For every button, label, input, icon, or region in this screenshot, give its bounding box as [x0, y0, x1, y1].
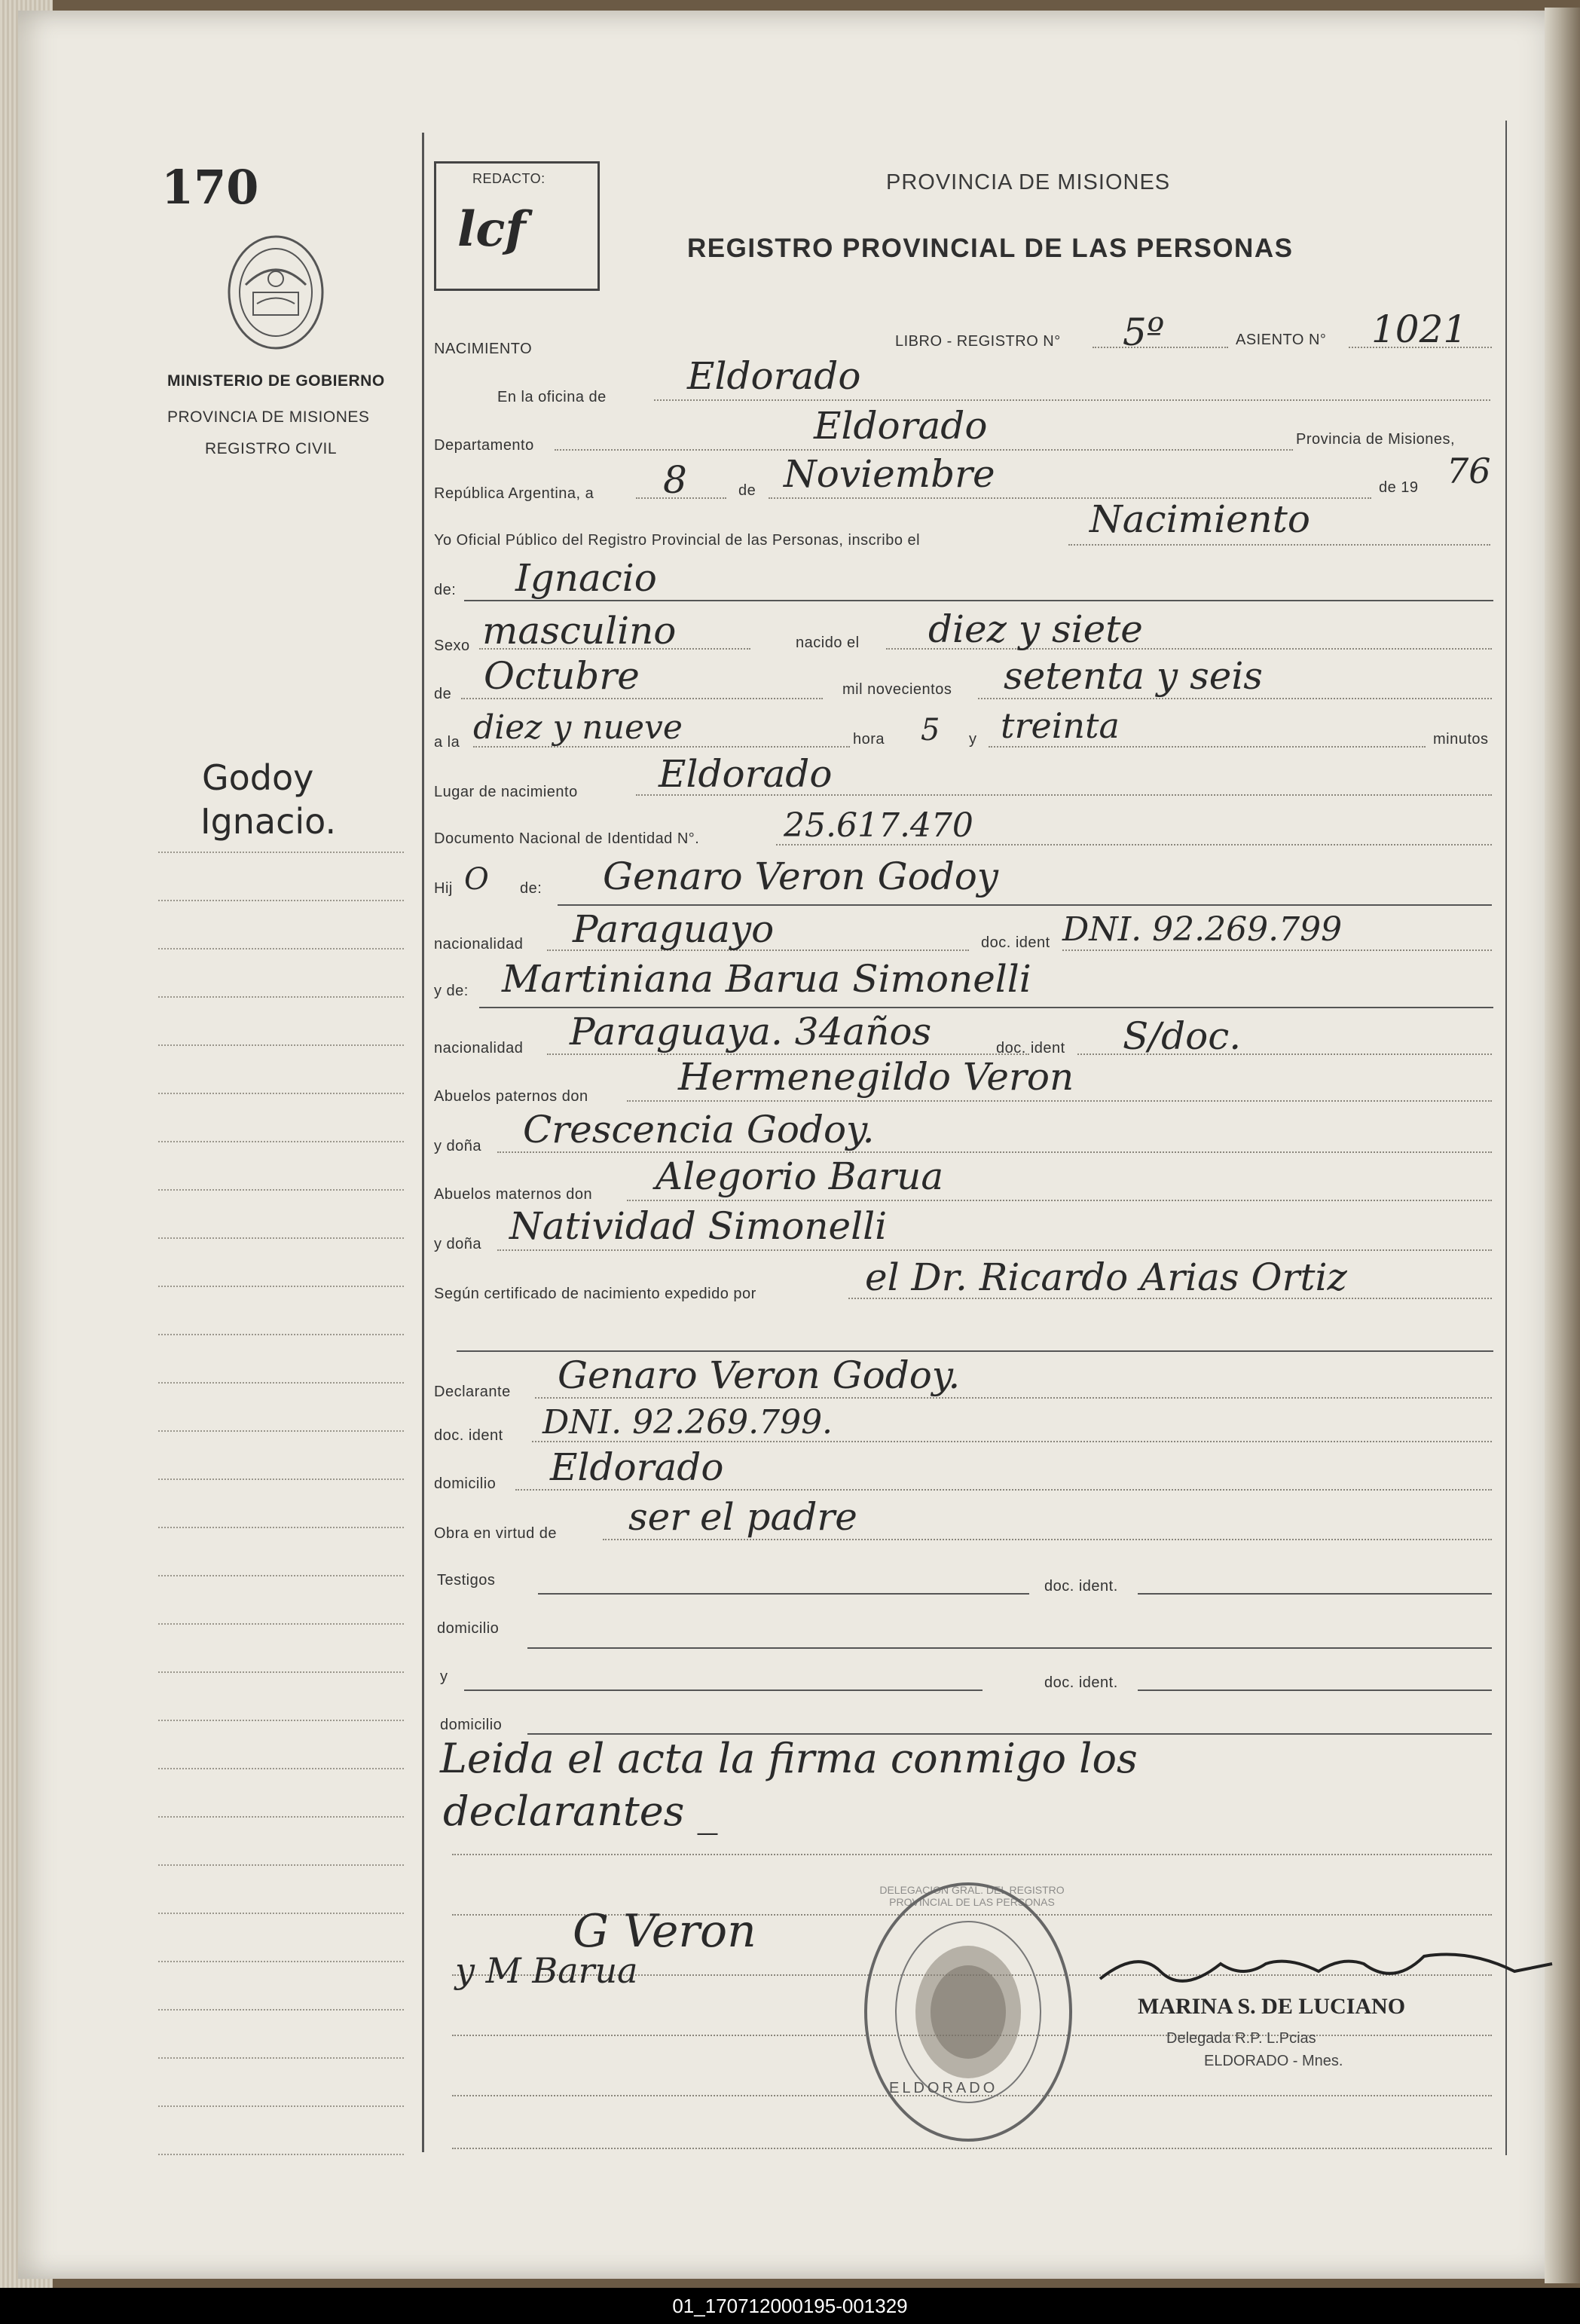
hora-value: diez y nueve — [473, 708, 683, 747]
form-left-border — [422, 133, 424, 2152]
form-right-border — [1505, 121, 1507, 2155]
margin-line — [158, 1527, 404, 1528]
header-province: PROVINCIA DE MISIONES — [886, 170, 1171, 194]
margin-line — [158, 1189, 404, 1191]
margin-line — [158, 1430, 404, 1432]
obra-label: Obra en virtud de — [434, 1525, 558, 1542]
page-number: 170 — [161, 160, 259, 215]
declarante-value: Genaro Veron Godoy. — [558, 1353, 961, 1397]
ab-mat2-value: Natividad Simonelli — [509, 1204, 888, 1248]
dia-value: 8 — [663, 458, 687, 502]
mil-label: mil novecientos — [842, 681, 952, 698]
coat-of-arms-icon — [223, 232, 329, 353]
libro-value: 5º — [1123, 310, 1165, 354]
provincia-label: Provincia de Misiones, — [1296, 431, 1456, 448]
ala-label: a la — [434, 734, 460, 751]
signature-father: G Veron — [573, 1905, 756, 1958]
margin-line — [158, 1816, 404, 1818]
official-stamp — [859, 1876, 1077, 2148]
margin-line — [158, 2154, 404, 2155]
y-label: y — [969, 731, 977, 748]
margin-note-name: Ignacio. — [200, 801, 337, 842]
margin-line — [158, 1286, 404, 1287]
declarante-label: Declarante — [434, 1384, 511, 1400]
republica-label: República Argentina, a — [434, 485, 594, 502]
minutos-label: minutos — [1433, 731, 1489, 748]
test-dom2-label: domicilio — [440, 1717, 503, 1733]
minutos-value: treinta — [1001, 705, 1120, 746]
official-place: ELDORADO - Mnes. — [1204, 2053, 1343, 2069]
ab-mat-ydona-label: y doña — [434, 1236, 482, 1252]
sexo-value: masculino — [482, 609, 677, 653]
test-dom-label: domicilio — [437, 1620, 500, 1637]
record-type-label: NACIMIENTO — [434, 341, 533, 357]
certif-label: Según certificado de nacimiento expedido por — [434, 1286, 756, 1302]
redacto-initials: lcf — [457, 201, 526, 258]
padre-value: Genaro Veron Godoy — [603, 855, 999, 898]
madre-nac-value: Paraguaya. 34años — [570, 1010, 932, 1053]
mes-value: Noviembre — [784, 452, 995, 496]
nacido-value: diez y siete — [928, 607, 1143, 651]
padre-nac-label: nacionalidad — [434, 936, 524, 953]
dni-value: 25.617.470 — [784, 806, 973, 845]
mes-nac-value: Octubre — [484, 654, 640, 698]
hijo-de-label: de: — [520, 880, 542, 897]
footer-id: 01_170712000195-001329 — [0, 2288, 1580, 2324]
header-registry: REGISTRO PROVINCIAL DE LAS PERSONAS — [687, 234, 1294, 263]
decl-doc-label: doc. ident — [434, 1427, 503, 1444]
anio-label: de 19 — [1379, 479, 1419, 496]
hijo-suffix: O — [464, 862, 489, 897]
certif-value: el Dr. Ricardo Arias Ortiz — [865, 1255, 1347, 1299]
redacto-label: REDACTO: — [472, 171, 546, 186]
official-name: MARINA S. DE LUCIANO — [1138, 1994, 1406, 2019]
hora-num-value: 5 — [921, 713, 940, 748]
padre-nac-value: Paraguayo — [573, 907, 775, 951]
margin-line — [158, 1478, 404, 1480]
oficial-label: Yo Oficial Público del Registro Provincial de las Personas, inscribo el — [434, 532, 921, 549]
margin-line — [158, 948, 404, 949]
departamento-value: Eldorado — [814, 404, 988, 448]
margin-line — [158, 2057, 404, 2059]
ab-mat-value: Alegorio Barua — [656, 1154, 944, 1198]
signature-mother: y M Barua — [455, 1950, 638, 1991]
oficina-label: En la oficina de — [497, 389, 607, 405]
test-doc-label: doc. ident. — [1044, 1578, 1118, 1595]
ab-pat2-value: Crescencia Godoy. — [523, 1108, 875, 1151]
nombre-de-label: de: — [434, 582, 457, 598]
nota-line1: Leida el acta la firma conmigo los — [440, 1735, 1138, 1782]
margin-line — [158, 2105, 404, 2107]
madre-value: Martiniana Barua Simonelli — [502, 957, 1031, 1001]
madre-doc-value: S/doc. — [1123, 1014, 1242, 1058]
margin-line — [158, 1671, 404, 1673]
test-doc2-label: doc. ident. — [1044, 1674, 1118, 1691]
lugar-label: Lugar de nacimiento — [434, 784, 578, 800]
lugar-value: Eldorado — [659, 752, 833, 796]
margin-line — [158, 1720, 404, 1721]
margin-note-surname: Godoy — [202, 757, 314, 798]
ab-pat-label: Abuelos paternos don — [434, 1088, 588, 1105]
margin-line — [158, 900, 404, 901]
domicilio-value: Eldorado — [550, 1445, 724, 1489]
margin-line — [158, 1044, 404, 1046]
oficina-value: Eldorado — [687, 354, 861, 398]
margin-line — [158, 1382, 404, 1384]
margin-line — [158, 2009, 404, 2011]
departamento-label: Departamento — [434, 437, 534, 454]
margin-line — [158, 852, 404, 853]
official-title: Delegada R.P. L.Pcias — [1166, 2030, 1316, 2047]
margin-line — [158, 1768, 404, 1769]
margin-line — [158, 1093, 404, 1094]
official-signature-icon — [1093, 1941, 1560, 1994]
ministry-province: PROVINCIA DE MISIONES — [167, 408, 370, 426]
margin-line — [158, 1961, 404, 1962]
margin-line — [158, 1334, 404, 1335]
sexo-label: Sexo — [434, 638, 470, 654]
domicilio-label: domicilio — [434, 1475, 497, 1492]
nombre-value: Ignacio — [515, 556, 657, 600]
redacto-box — [434, 161, 600, 291]
testigos-label: Testigos — [437, 1572, 496, 1589]
ministry-title: MINISTERIO DE GOBIERNO — [167, 372, 385, 390]
stamp-text: DELEGACION GRAL. DEL REGISTRO PROVINCIAL DE LAS PERSONAS — [879, 1884, 1065, 1908]
margin-line — [158, 1623, 404, 1625]
padre-docident-label: doc. ident — [981, 934, 1050, 951]
margin-line — [158, 1864, 404, 1866]
hijo-label: Hij — [434, 880, 453, 897]
hora-label: hora — [853, 731, 885, 748]
margin-line — [158, 1237, 404, 1239]
test2-y-label: y — [440, 1668, 448, 1685]
oficial-value: Nacimiento — [1089, 497, 1310, 541]
madre-nac-label: nacionalidad — [434, 1040, 524, 1057]
mes-nac-de-label: de — [434, 686, 452, 702]
stamp-city: ELDORADO — [889, 2080, 998, 2096]
ministry-registry: REGISTRO CIVIL — [205, 440, 338, 457]
asiento-label: ASIENTO N° — [1236, 332, 1327, 348]
padre-doc-value: DNI. 92.269.799 — [1062, 910, 1343, 949]
libro-label: LIBRO - REGISTRO N° — [895, 333, 1061, 350]
ab-pat-value: Hermenegildo Veron — [678, 1055, 1074, 1099]
anio-value: 76 — [1447, 451, 1491, 491]
margin-line — [158, 1913, 404, 1914]
madre-yde-label: y de: — [434, 983, 469, 999]
decl-doc-value: DNI. 92.269.799. — [542, 1403, 833, 1442]
margin-line — [158, 1141, 404, 1142]
margin-line — [158, 1575, 404, 1576]
ab-mat-label: Abuelos maternos don — [434, 1186, 593, 1203]
anio-nac-value: setenta y seis — [1004, 654, 1263, 698]
nota-line2: declarantes _ — [443, 1787, 718, 1835]
ab-pat-ydona-label: y doña — [434, 1138, 482, 1154]
dni-label: Documento Nacional de Identidad N°. — [434, 830, 700, 847]
margin-line — [158, 996, 404, 998]
madre-docident-label: doc. ident — [996, 1040, 1065, 1057]
nacido-label: nacido el — [796, 635, 860, 651]
de-label: de — [738, 482, 756, 499]
obra-value: ser el padre — [628, 1495, 857, 1539]
asiento-value: 1021 — [1371, 307, 1468, 351]
